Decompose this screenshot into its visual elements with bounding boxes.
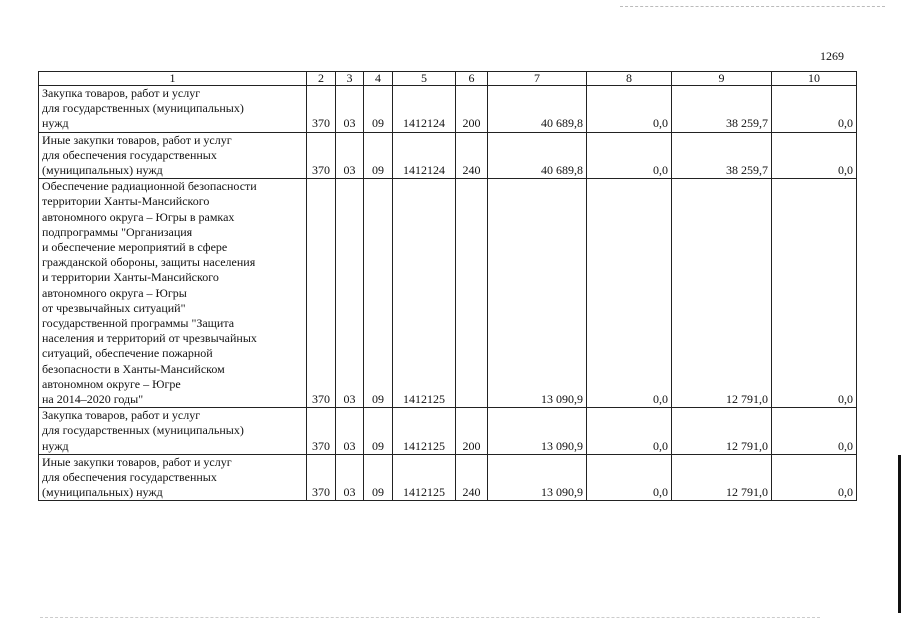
scan-artifact-top	[620, 6, 885, 7]
cell-col-4: 09	[364, 86, 393, 133]
table-row	[39, 454, 857, 501]
header-cell: 2	[307, 72, 336, 86]
header-cell: 5	[393, 72, 456, 86]
cell-col-2: 370	[307, 86, 336, 133]
cell-col-5: 1412124	[393, 132, 456, 179]
cell-col-10: 0,0	[772, 132, 857, 179]
table-row	[39, 408, 857, 455]
cell-col-9: 12 791,0	[672, 179, 772, 408]
cell-col-10: 0,0	[772, 454, 857, 501]
header-cell: 9	[672, 72, 772, 86]
cell-col-5: 1412125	[393, 454, 456, 501]
cell-col-10: 0,0	[772, 86, 857, 133]
cell-col-3: 03	[336, 454, 364, 501]
table-header-row	[39, 72, 857, 86]
cell-col-7: 13 090,9	[488, 179, 587, 408]
header-cell: 3	[336, 72, 364, 86]
row-description: Обеспечение радиационной безопасности территории Ханты-Мансийского автономного округа – Югры в рамках подпрограммы "Организация и обеспечение мероприятий в сфере гражданской обороны, защиты населения и территории Ханты-Мансийского автономного округа – Югры от чрезвычайных ситуаций" государственной программы "Защита населения и территорий от чрезвычайных ситуаций, обеспечение пожарной безопасности в Ханты-Мансийском автономном округе – Югре на 2014–2020 годы"	[39, 179, 307, 408]
table-row	[39, 132, 857, 179]
cell-col-7: 40 689,8	[488, 86, 587, 133]
header-cell: 4	[364, 72, 393, 86]
header-cell: 7	[488, 72, 587, 86]
scan-artifact-bottom	[40, 617, 820, 618]
cell-col-10: 0,0	[772, 179, 857, 408]
header-cell: 1	[39, 72, 307, 86]
page-number: 1269	[820, 49, 844, 63]
cell-col-5: 1412125	[393, 408, 456, 455]
cell-col-4: 09	[364, 454, 393, 501]
cell-col-2: 370	[307, 454, 336, 501]
cell-col-8: 0,0	[587, 408, 672, 455]
cell-col-5: 1412125	[393, 179, 456, 408]
cell-col-7: 13 090,9	[488, 408, 587, 455]
cell-col-3: 03	[336, 408, 364, 455]
cell-col-6: 240	[456, 454, 488, 501]
cell-col-3: 03	[336, 179, 364, 408]
scan-edge-mark	[898, 455, 901, 613]
budget-table	[38, 71, 857, 501]
row-description: Закупка товаров, работ и услуг для государственных (муниципальных) нужд	[39, 408, 307, 455]
cell-col-3: 03	[336, 132, 364, 179]
table-row	[39, 179, 857, 408]
cell-col-10: 0,0	[772, 408, 857, 455]
cell-col-9: 12 791,0	[672, 408, 772, 455]
cell-col-4: 09	[364, 179, 393, 408]
cell-col-5: 1412124	[393, 86, 456, 133]
cell-col-2: 370	[307, 132, 336, 179]
row-description: Иные закупки товаров, работ и услуг для обеспечения государственных (муниципальных) нужд	[39, 132, 307, 179]
header-cell: 6	[456, 72, 488, 86]
table-row	[39, 86, 857, 133]
cell-col-6	[456, 179, 488, 408]
cell-col-8: 0,0	[587, 132, 672, 179]
cell-col-3: 03	[336, 86, 364, 133]
row-description: Иные закупки товаров, работ и услуг для обеспечения государственных (муниципальных) нужд	[39, 454, 307, 501]
cell-col-2: 370	[307, 408, 336, 455]
cell-col-6: 200	[456, 408, 488, 455]
cell-col-4: 09	[364, 132, 393, 179]
cell-col-8: 0,0	[587, 86, 672, 133]
cell-col-9: 12 791,0	[672, 454, 772, 501]
cell-col-8: 0,0	[587, 454, 672, 501]
cell-col-4: 09	[364, 408, 393, 455]
cell-col-7: 40 689,8	[488, 132, 587, 179]
cell-col-8: 0,0	[587, 179, 672, 408]
cell-col-7: 13 090,9	[488, 454, 587, 501]
cell-col-9: 38 259,7	[672, 132, 772, 179]
cell-col-6: 200	[456, 86, 488, 133]
row-description: Закупка товаров, работ и услуг для государственных (муниципальных) нужд	[39, 86, 307, 133]
header-cell: 8	[587, 72, 672, 86]
header-cell: 10	[772, 72, 857, 86]
cell-col-2: 370	[307, 179, 336, 408]
cell-col-9: 38 259,7	[672, 86, 772, 133]
cell-col-6: 240	[456, 132, 488, 179]
